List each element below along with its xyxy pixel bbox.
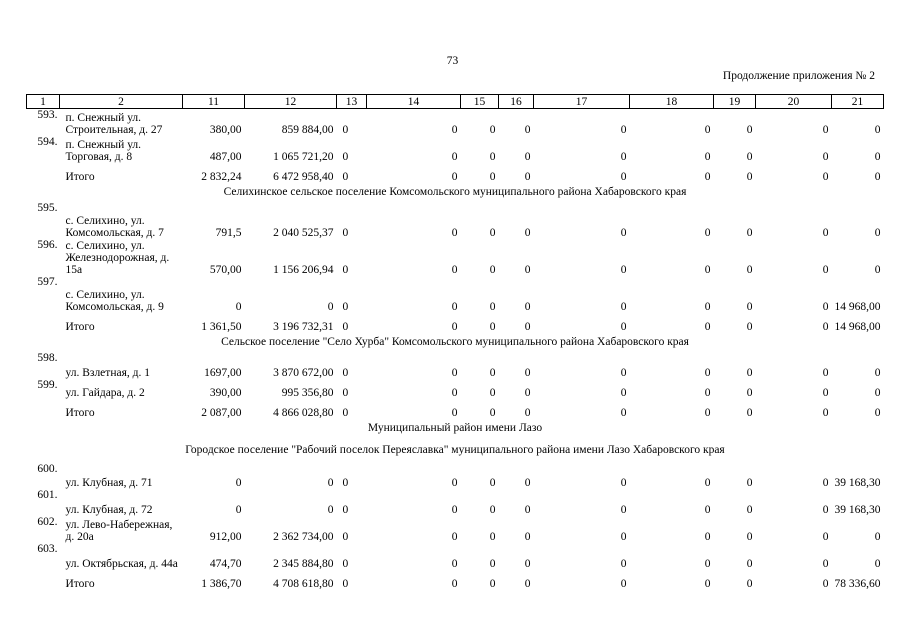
value-cell: 0 [451, 170, 458, 183]
value-cell: 0 [342, 530, 349, 543]
value-cell: 0 [704, 503, 711, 516]
value-cell: 0 [342, 263, 349, 276]
value-cell: 0 [704, 577, 711, 590]
table-row [27, 202, 884, 239]
value-cell: 0 [704, 226, 711, 239]
value-cell: 0 [822, 503, 829, 516]
value-cell: 0 [327, 476, 334, 489]
value-cell: 0 [874, 263, 881, 276]
value-cell: 0 [620, 366, 627, 379]
table-row [27, 516, 884, 543]
column-header: 19 [714, 95, 756, 109]
row-number: 595. [37, 201, 58, 214]
value-cell: 1 156 206,94 [273, 263, 334, 276]
section-row [27, 333, 884, 352]
value-cell: 2 362 734,00 [273, 530, 334, 543]
value-cell: 1 361,50 [201, 320, 242, 333]
table-row [27, 489, 884, 516]
value-cell: 0 [746, 150, 753, 163]
value-cell: 0 [327, 503, 334, 516]
value-cell: 0 [489, 366, 496, 379]
value-cell: 0 [822, 263, 829, 276]
table-row [27, 109, 884, 136]
value-cell: 0 [620, 320, 627, 333]
section-row [27, 419, 884, 438]
value-cell: 0 [524, 320, 531, 333]
value-cell: 0 [342, 476, 349, 489]
value-cell: 0 [489, 577, 496, 590]
value-cell: 0 [342, 366, 349, 379]
value-cell: 0 [746, 557, 753, 570]
value-cell: 0 [822, 530, 829, 543]
value-cell: 0 [489, 123, 496, 136]
value-cell: 0 [704, 530, 711, 543]
value-cell: 0 [822, 300, 829, 313]
value-cell: 0 [704, 123, 711, 136]
value-cell: 0 [874, 530, 881, 543]
address-cell: с. Селихино, ул. Железнодорожная, д. 15а [65, 239, 170, 276]
value-cell: 0 [746, 386, 753, 399]
value-cell: 0 [874, 366, 881, 379]
address-cell: п. Снежный ул. Строительная, д. 27 [65, 111, 163, 136]
address-cell: ул. Гайдара, д. 2 [65, 386, 145, 399]
value-cell: 4 866 028,80 [273, 406, 334, 419]
value-cell: 0 [822, 577, 829, 590]
data-table [26, 94, 884, 590]
value-cell: 0 [489, 320, 496, 333]
value-cell: 0 [524, 386, 531, 399]
column-header: 21 [832, 95, 884, 109]
value-cell: 0 [524, 226, 531, 239]
value-cell: 0 [620, 263, 627, 276]
value-cell: 0 [489, 406, 496, 419]
value-cell: 0 [822, 406, 829, 419]
table-row [27, 276, 884, 313]
value-cell: 0 [451, 263, 458, 276]
table-row [27, 352, 884, 379]
total-row [27, 399, 884, 419]
value-cell: 2 040 525,37 [273, 226, 334, 239]
value-cell: 0 [874, 557, 881, 570]
value-cell: 0 [822, 476, 829, 489]
table-row [27, 463, 884, 489]
column-header: 14 [367, 95, 461, 109]
value-cell: 0 [704, 150, 711, 163]
value-cell: 0 [822, 557, 829, 570]
value-cell: 0 [524, 150, 531, 163]
value-cell: 0 [704, 557, 711, 570]
value-cell: 0 [746, 530, 753, 543]
value-cell: 0 [620, 406, 627, 419]
value-cell: 0 [746, 300, 753, 313]
value-cell: 0 [620, 170, 627, 183]
value-cell: 0 [451, 386, 458, 399]
value-cell: 0 [822, 320, 829, 333]
value-cell: 0 [620, 123, 627, 136]
value-cell: 0 [620, 150, 627, 163]
table-row [27, 379, 884, 399]
value-cell: 0 [524, 170, 531, 183]
value-cell: 0 [451, 320, 458, 333]
value-cell: 0 [342, 320, 349, 333]
value-cell: 0 [235, 476, 242, 489]
value-cell: 0 [620, 300, 627, 313]
value-cell: 0 [704, 476, 711, 489]
address-cell: с. Селихино, ул. Комсомольская, д. 7 [65, 214, 164, 239]
total-row [27, 570, 884, 590]
value-cell: 0 [822, 366, 829, 379]
value-cell: 0 [620, 226, 627, 239]
value-cell: 0 [874, 170, 881, 183]
value-cell: 0 [524, 503, 531, 516]
value-cell: 0 [620, 503, 627, 516]
value-cell: 0 [620, 557, 627, 570]
value-cell: 0 [524, 476, 531, 489]
value-cell: 0 [822, 150, 829, 163]
section-title: Муниципальный район имени Лазо [367, 422, 543, 434]
value-cell: 0 [822, 170, 829, 183]
value-cell: 39 168,30 [834, 503, 881, 516]
table-row [27, 543, 884, 570]
value-cell: 0 [342, 557, 349, 570]
value-cell: 0 [489, 476, 496, 489]
value-cell: 1697,00 [204, 366, 242, 379]
row-number: 600. [37, 462, 58, 475]
value-cell: 570,00 [209, 263, 242, 276]
row-number: 602. [37, 515, 58, 528]
value-cell: 2 087,00 [201, 406, 242, 419]
value-cell: 0 [704, 320, 711, 333]
value-cell: 0 [746, 123, 753, 136]
section-row [27, 183, 884, 202]
value-cell: 0 [620, 577, 627, 590]
value-cell: 0 [451, 366, 458, 379]
row-number: 598. [37, 351, 58, 364]
column-header: 12 [245, 95, 337, 109]
value-cell: 0 [342, 406, 349, 419]
value-cell: 0 [524, 530, 531, 543]
row-number: 601. [37, 488, 58, 501]
value-cell: 0 [746, 476, 753, 489]
value-cell: 0 [524, 263, 531, 276]
value-cell: 0 [704, 386, 711, 399]
value-cell: 0 [342, 386, 349, 399]
value-cell: 0 [704, 170, 711, 183]
section-title: Сельское поселение "Село Хурба" Комсомольского муниципального района Хабаровского края [221, 336, 689, 348]
value-cell: 14 968,00 [834, 300, 881, 313]
value-cell: 0 [489, 503, 496, 516]
address-cell: ул. Взлетная, д. 1 [65, 366, 150, 379]
value-cell: 0 [822, 123, 829, 136]
value-cell: 0 [704, 300, 711, 313]
value-cell: 0 [451, 123, 458, 136]
address-cell: ул. Клубная, д. 71 [65, 476, 153, 489]
value-cell: 3 196 732,31 [273, 320, 334, 333]
address-cell: ул. Лево-Набережная, д. 20а [65, 518, 173, 543]
section-title: Селихинское сельское поселение Комсомольского муниципального района Хабаровского края [223, 186, 687, 198]
value-cell: 791,5 [215, 226, 242, 239]
total-label: Итого [65, 577, 95, 590]
column-header: 11 [183, 95, 245, 109]
address-cell: с. Селихино, ул. Комсомольская, д. 9 [65, 288, 164, 313]
row-number-empty [27, 399, 60, 419]
column-header: 18 [630, 95, 714, 109]
value-cell: 0 [524, 300, 531, 313]
value-cell: 0 [524, 366, 531, 379]
value-cell: 0 [704, 263, 711, 276]
value-cell: 0 [235, 300, 242, 313]
row-number-empty [27, 313, 60, 333]
value-cell: 0 [704, 406, 711, 419]
value-cell: 0 [822, 386, 829, 399]
column-header: 20 [756, 95, 832, 109]
value-cell: 0 [451, 530, 458, 543]
value-cell: 0 [524, 406, 531, 419]
value-cell: 0 [489, 150, 496, 163]
page-number: 73 [446, 55, 459, 67]
value-cell: 0 [874, 386, 881, 399]
value-cell: 0 [451, 406, 458, 419]
value-cell: 0 [524, 557, 531, 570]
total-row [27, 163, 884, 183]
value-cell: 78 336,60 [834, 577, 881, 590]
value-cell: 0 [342, 170, 349, 183]
address-cell: ул. Клубная, д. 72 [65, 503, 153, 516]
table-row [27, 136, 884, 163]
total-label: Итого [65, 170, 95, 183]
table-body [27, 109, 884, 590]
appendix-continuation-label: Продолжение приложения № 2 [722, 70, 875, 82]
value-cell: 0 [489, 226, 496, 239]
value-cell: 390,00 [209, 386, 242, 399]
value-cell: 0 [620, 530, 627, 543]
row-number-empty [27, 570, 60, 590]
value-cell: 0 [620, 476, 627, 489]
value-cell: 3 870 672,00 [273, 366, 334, 379]
value-cell: 912,00 [209, 530, 242, 543]
value-cell: 0 [524, 577, 531, 590]
value-cell: 0 [235, 503, 242, 516]
value-cell: 6 472 958,40 [273, 170, 334, 183]
value-cell: 0 [620, 386, 627, 399]
value-cell: 0 [451, 300, 458, 313]
value-cell: 0 [342, 577, 349, 590]
address-cell: п. Снежный ул. Торговая, д. 8 [65, 138, 142, 163]
section-title: Городское поселение "Рабочий поселок Переяславка" муниципального района имени Лазо Хабаровского края [185, 444, 725, 456]
total-row [27, 313, 884, 333]
value-cell: 2 345 884,80 [273, 557, 334, 570]
value-cell: 0 [489, 530, 496, 543]
value-cell: 0 [822, 226, 829, 239]
value-cell: 0 [342, 300, 349, 313]
value-cell: 0 [342, 150, 349, 163]
value-cell: 0 [704, 366, 711, 379]
value-cell: 0 [489, 170, 496, 183]
row-number-empty [27, 163, 60, 183]
value-cell: 0 [874, 150, 881, 163]
value-cell: 0 [342, 226, 349, 239]
row-number: 594. [37, 135, 58, 148]
value-cell: 0 [746, 406, 753, 419]
value-cell: 0 [342, 503, 349, 516]
column-header: 1 [27, 95, 60, 109]
value-cell: 859 884,00 [281, 123, 334, 136]
row-number: 597. [37, 275, 58, 288]
value-cell: 0 [524, 123, 531, 136]
value-cell: 0 [874, 226, 881, 239]
value-cell: 0 [451, 226, 458, 239]
value-cell: 0 [451, 150, 458, 163]
value-cell: 380,00 [209, 123, 242, 136]
address-cell: ул. Октябрьская, д. 44а [65, 557, 178, 570]
value-cell: 0 [746, 366, 753, 379]
value-cell: 14 968,00 [834, 320, 881, 333]
value-cell: 0 [342, 123, 349, 136]
table-header [27, 95, 884, 109]
value-cell: 0 [489, 386, 496, 399]
value-cell: 487,00 [209, 150, 242, 163]
value-cell: 0 [746, 170, 753, 183]
value-cell: 0 [451, 503, 458, 516]
value-cell: 0 [327, 300, 334, 313]
value-cell: 39 168,30 [834, 476, 881, 489]
value-cell: 2 832,24 [201, 170, 242, 183]
value-cell: 0 [489, 557, 496, 570]
value-cell: 474,70 [209, 557, 242, 570]
column-header: 17 [534, 95, 630, 109]
column-header: 2 [60, 95, 183, 109]
value-cell: 0 [874, 123, 881, 136]
value-cell: 0 [746, 263, 753, 276]
column-header: 13 [337, 95, 367, 109]
value-cell: 0 [451, 557, 458, 570]
row-number: 593. [37, 109, 58, 121]
table-row [27, 239, 884, 276]
total-label: Итого [65, 320, 95, 333]
value-cell: 0 [451, 476, 458, 489]
value-cell: 0 [746, 226, 753, 239]
column-header: 15 [461, 95, 499, 109]
value-cell: 0 [746, 503, 753, 516]
section-row [27, 438, 884, 463]
value-cell: 1 386,70 [201, 577, 242, 590]
value-cell: 0 [451, 577, 458, 590]
value-cell: 0 [746, 577, 753, 590]
value-cell: 0 [489, 263, 496, 276]
value-cell: 1 065 721,20 [273, 150, 334, 163]
value-cell: 0 [746, 320, 753, 333]
value-cell: 995 356,80 [281, 386, 334, 399]
row-number: 599. [37, 378, 58, 391]
value-cell: 0 [874, 406, 881, 419]
row-number: 596. [37, 238, 58, 251]
total-label: Итого [65, 406, 95, 419]
value-cell: 4 708 618,80 [273, 577, 334, 590]
column-header: 16 [499, 95, 534, 109]
row-number: 603. [37, 542, 58, 555]
value-cell: 0 [489, 300, 496, 313]
